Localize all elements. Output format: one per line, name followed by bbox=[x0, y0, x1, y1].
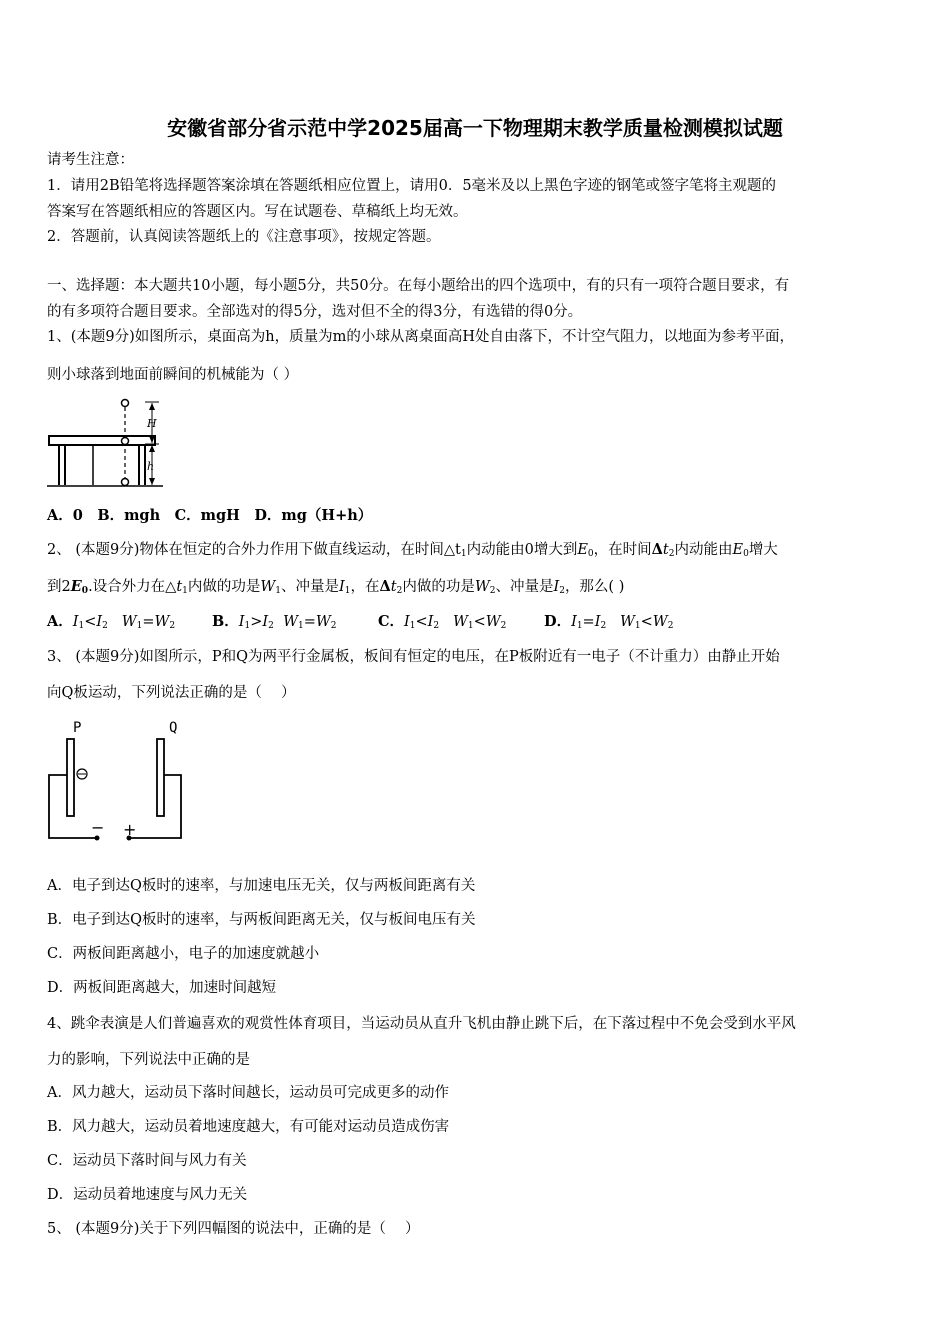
q1-stem-1: 1、(本题9分)如图所示，桌面高为h，质量为m的小球从离桌面高H处自由落下，不计空气阻力，以地面为参考平面， bbox=[47, 329, 794, 345]
notice-item-1b: 答案写在答题纸相应的答题区内。写在试题卷、草稿纸上均无效。 bbox=[47, 204, 468, 220]
q4-option-a: A．风力越大，运动员下落时间越长，运动员可完成更多的动作 bbox=[47, 1085, 449, 1101]
wire-right bbox=[129, 775, 181, 838]
q3-option-b: B．电子到达Q板时的速率，与两板间距离无关，仅与板间电压有关 bbox=[47, 912, 476, 928]
q4-option-d: D．运动员着地速度与风力无关 bbox=[47, 1187, 248, 1203]
label-H: H bbox=[147, 417, 157, 430]
q2-option-b: B．$I_1>I_2$ $W_1=W_2$ bbox=[212, 613, 337, 631]
page-title: 安徽省部分省示范中学2025届高一下物理期末教学质量检测模拟试题 bbox=[167, 116, 783, 140]
label-minus: − bbox=[91, 818, 105, 837]
q2-stem-1: 2、 (本题9分)物体在恒定的合外力作用下做直线运动，在时间$\triangle t_1$内动能由0增大到$E_0$，在时间$\Delta t_2$内动能由$E_0$增大 bbox=[47, 541, 778, 559]
table-top bbox=[49, 436, 155, 445]
q2-option-c: C．$I_1<I_2$ $W_1<W_2$ bbox=[378, 613, 507, 631]
q3-option-a: A．电子到达Q板时的速率，与加速电压无关，仅与两板间距离有关 bbox=[47, 878, 476, 894]
section-intro-1: 一、选择题：本大题共10小题，每小题5分，共50分。在每小题给出的四个选项中，有的只有一项符合题目要求，有 bbox=[47, 278, 790, 294]
label-P: P bbox=[73, 720, 82, 736]
section-intro-2: 的有多项符合题目要求。全部选对的得5分，选对但不全的得3分，有选错的得0分。 bbox=[47, 304, 583, 320]
q2-option-a: A．$I_1<I_2$ $W_1=W_2$ bbox=[47, 613, 176, 631]
wire-left bbox=[49, 775, 95, 838]
label-Q: Q bbox=[169, 720, 178, 736]
q3-option-d: D．两板间距离越大，加速时间越短 bbox=[47, 980, 277, 996]
q1-options: A．0 B．mgh C．mgH D．mg（H+h） bbox=[47, 507, 373, 524]
q2-option-d: D．$I_1=I_2$ $W_1<W_2$ bbox=[544, 613, 674, 631]
q4-option-b: B．风力越大，运动员着地速度越大，有可能对运动员造成伤害 bbox=[47, 1119, 450, 1135]
q4-option-c: C．运动员下落时间与风力有关 bbox=[47, 1153, 247, 1169]
q3-stem-1: 3、 (本题9分)如图所示，P和Q为两平行金属板，板间有恒定的电压，在P板附近有一电子（不计重力）由静止开始 bbox=[47, 649, 780, 665]
plate-P bbox=[67, 739, 74, 816]
q3-stem-2: 向Q板运动，下列说法正确的是（ ） bbox=[47, 685, 296, 701]
ball-ground bbox=[122, 479, 129, 486]
q4-stem-1: 4、跳伞表演是人们普遍喜欢的观赏性体育项目，当运动员从直升飞机由静止跳下后，在下落过程中不免会受到水平风 bbox=[47, 1016, 796, 1032]
q2-stem-2: 到$2E_0$.设合外力在$\triangle t_1$内做的功是$W_1$、冲量是$I_1$，在$\Delta t_2$内做的功是$W_2$、冲量是$I_2$，那么( ) bbox=[47, 578, 625, 596]
q5-stem-1: 5、 (本题9分)关于下列四幅图的说法中，正确的是（ ） bbox=[47, 1221, 420, 1237]
ball-table-level bbox=[122, 438, 129, 445]
notice-item-2: 2．答题前，认真阅读答题纸上的《注意事项》，按规定答题。 bbox=[47, 229, 441, 245]
q4-stem-2: 力的影响，下列说法中正确的是 bbox=[47, 1052, 250, 1068]
plate-Q bbox=[157, 739, 164, 816]
q2-options bbox=[47, 612, 673, 632]
notice-heading: 请考生注意： bbox=[47, 152, 134, 168]
notice-item-1a: 1．请用2B铅笔将选择题答案涂填在答题纸相应位置上，请用0．5毫米及以上黑色字迹的钢笔或签字笔将主观题的 bbox=[47, 178, 777, 194]
q1-figure bbox=[45, 394, 170, 492]
q1-stem-2: 则小球落到地面前瞬间的机械能为（ ） bbox=[47, 367, 299, 383]
ball-start bbox=[122, 400, 129, 407]
q3-figure bbox=[45, 712, 190, 842]
q3-option-c: C．两板间距离越小，电子的加速度就越小 bbox=[47, 946, 320, 962]
label-plus: + bbox=[123, 820, 137, 839]
label-h: h bbox=[147, 460, 155, 473]
